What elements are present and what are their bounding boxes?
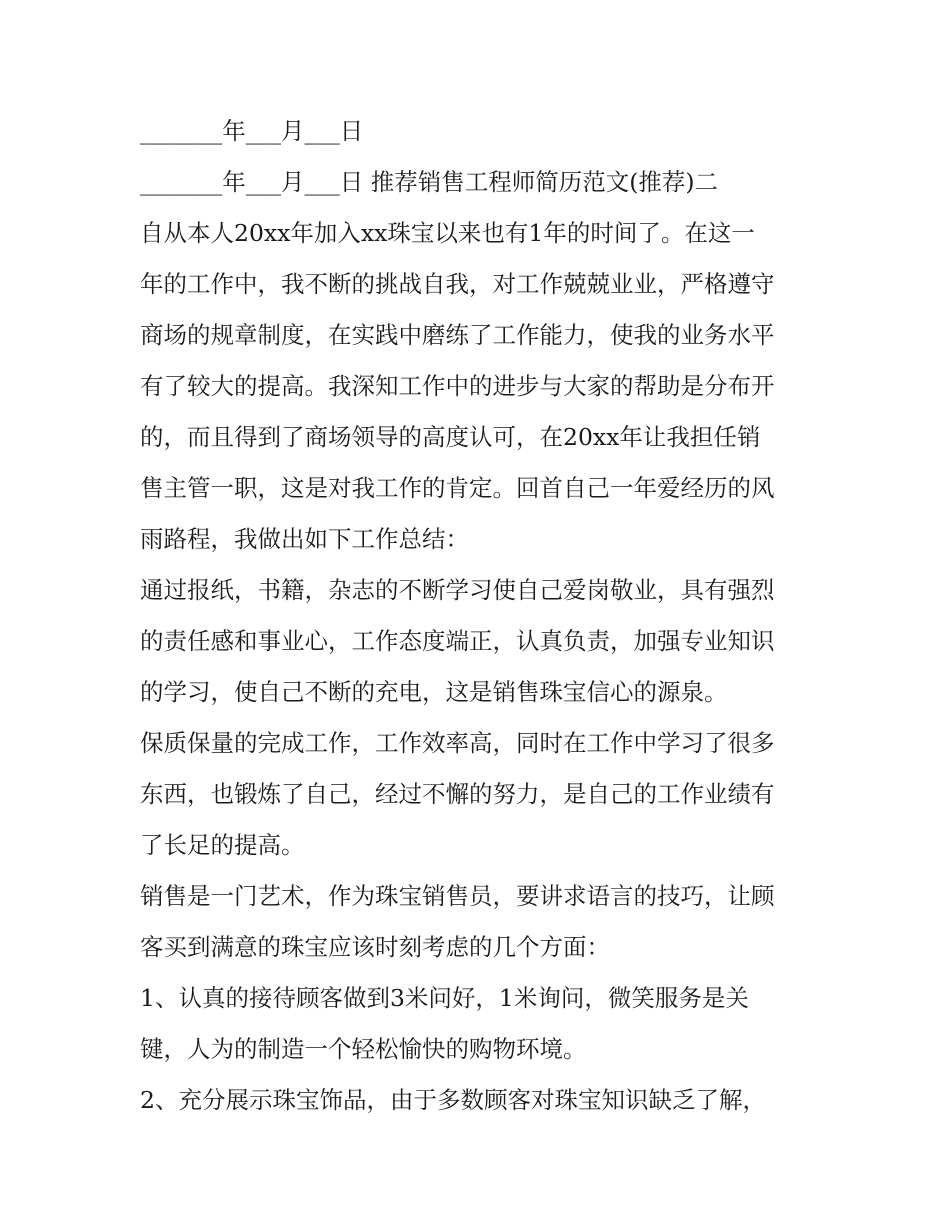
paragraph-1-line-7: 雨路程，我做出如下工作总结： [140,525,469,553]
paragraph-1-line-2: 年的工作中，我不断的挑战自我，对工作兢兢业业，严格遵守 [140,270,775,298]
list-item-1-line-1: 1、认真的接待顾客做到3米问好，1米询问，微笑服务是关 [140,984,749,1012]
paragraph-3-line-1: 保质保量的完成工作，工作效率高，同时在工作中学习了很多 [140,729,775,757]
paragraph-2-line-1: 通过报纸，书籍，杂志的不断学习使自己爱岗敬业，具有强烈 [140,576,775,604]
paragraph-1-line-5: 的，而且得到了商场领导的高度认可，在20xx年让我担任销 [140,423,761,451]
date-title-line: _______年___月___日 推荐销售工程师简历范文(推荐)二 [140,168,719,196]
list-item-1-line-2: 键，人为的制造一个轻松愉快的购物环境。 [140,1035,587,1063]
paragraph-4-line-2: 客买到满意的珠宝应该时刻考虑的几个方面： [140,933,610,961]
paragraph-4-line-1: 销售是一门艺术，作为珠宝销售员，要讲求语言的技巧，让顾 [140,882,775,910]
date-line-1: _______年___月___日 [140,117,364,145]
list-item-2-line-1: 2、充分展示珠宝饰品，由于多数顾客对珠宝知识缺乏了解， [140,1086,766,1114]
paragraph-3-line-3: 了长足的提高。 [140,831,305,859]
paragraph-3-line-2: 东西，也锻炼了自己，经过不懈的努力，是自己的工作业绩有 [140,780,775,808]
paragraph-1-line-6: 售主管一职，这是对我工作的肯定。回首自己一年爱经历的风 [140,474,775,502]
paragraph-2-line-3: 的学习，使自己不断的充电，这是销售珠宝信心的源泉。 [140,678,728,706]
paragraph-2-line-2: 的责任感和事业心，工作态度端正，认真负责，加强专业知识 [140,627,775,655]
paragraph-1-line-1: 自从本人20xx年加入xx珠宝以来也有1年的时间了。在这一 [140,219,755,247]
paragraph-1-line-3: 商场的规章制度，在实践中磨练了工作能力，使我的业务水平 [140,321,775,349]
document-page [140,106,820,1126]
paragraph-1-line-4: 有了较大的提高。我深知工作中的进步与大家的帮助是分布开 [140,372,775,400]
